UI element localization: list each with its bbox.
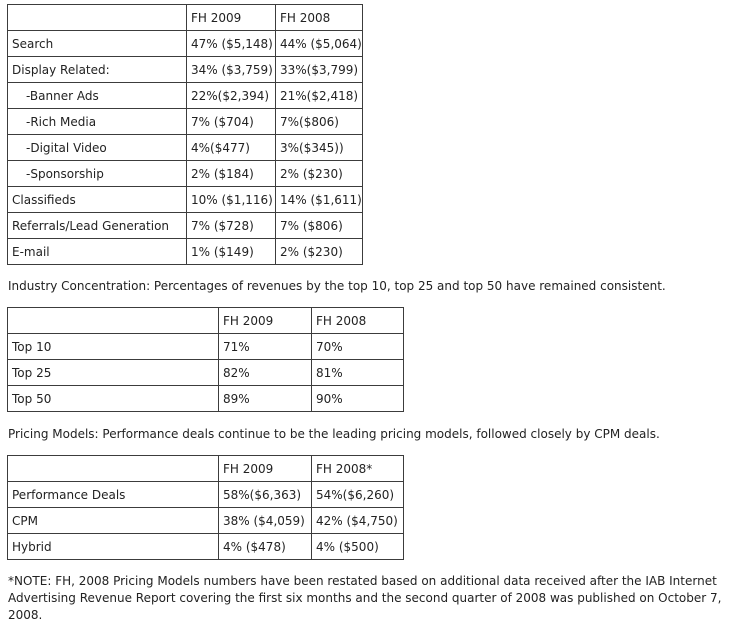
row-label: Referrals/Lead Generation — [8, 213, 187, 239]
cell-fh2008: 54%($6,260) — [312, 482, 404, 508]
row-label: -Rich Media — [8, 109, 187, 135]
row-label: Top 10 — [8, 334, 219, 360]
cell-fh2008: 3%($345)) — [276, 135, 363, 161]
cell-fh2009: 1% ($149) — [187, 239, 276, 265]
cell-fh2009: 47% ($5,148) — [187, 31, 276, 57]
row-label: Top 25 — [8, 360, 219, 386]
cell-fh2009: 2% ($184) — [187, 161, 276, 187]
table-row — [8, 482, 404, 508]
cell-fh2009: 38% ($4,059) — [219, 508, 312, 534]
row-label: Display Related: — [8, 57, 187, 83]
table-row — [8, 334, 404, 360]
row-label: Hybrid — [8, 534, 219, 560]
header-cell-fh2008: FH 2008* — [312, 456, 404, 482]
pricing-models-paragraph: Pricing Models: Performance deals continue to be the leading pricing models, followed closely by CPM deals. — [8, 427, 660, 441]
row-label: Search — [8, 31, 187, 57]
header-cell-fh2008: FH 2008 — [312, 308, 404, 334]
table-row — [8, 31, 363, 57]
table-header-row — [8, 5, 363, 31]
table-row — [8, 187, 363, 213]
table-header-row — [8, 308, 404, 334]
table-row — [8, 213, 363, 239]
pricing-models-table — [7, 455, 404, 560]
cell-fh2009: 10% ($1,116) — [187, 187, 276, 213]
cell-fh2008: 70% — [312, 334, 404, 360]
cell-fh2009: 22%($2,394) — [187, 83, 276, 109]
header-cell-fh2008: FH 2008 — [276, 5, 363, 31]
industry-concentration-table — [7, 307, 404, 412]
table-row — [8, 161, 363, 187]
row-label: -Banner Ads — [8, 83, 187, 109]
cell-fh2008: 2% ($230) — [276, 161, 363, 187]
table-row — [8, 83, 363, 109]
table-row — [8, 57, 363, 83]
table-row — [8, 360, 404, 386]
header-cell-blank — [8, 456, 219, 482]
cell-fh2008: 33%($3,799) — [276, 57, 363, 83]
table-header-row — [8, 456, 404, 482]
table-row — [8, 508, 404, 534]
table-row — [8, 534, 404, 560]
cell-fh2008: 81% — [312, 360, 404, 386]
header-cell-blank — [8, 308, 219, 334]
cell-fh2008: 42% ($4,750) — [312, 508, 404, 534]
header-cell-fh2009: FH 2009 — [219, 308, 312, 334]
row-label: Top 50 — [8, 386, 219, 412]
cell-fh2009: 82% — [219, 360, 312, 386]
industry-concentration-paragraph: Industry Concentration: Percentages of revenues by the top 10, top 25 and top 50 have remained consistent. — [8, 279, 666, 293]
cell-fh2008: 44% ($5,064) — [276, 31, 363, 57]
row-label: CPM — [8, 508, 219, 534]
cell-fh2009: 7% ($704) — [187, 109, 276, 135]
header-cell-fh2009: FH 2009 — [187, 5, 276, 31]
cell-fh2009: 71% — [219, 334, 312, 360]
table-row — [8, 135, 363, 161]
row-label: -Sponsorship — [8, 161, 187, 187]
restatement-note: *NOTE: FH, 2008 Pricing Models numbers have been restated based on additional data received after the IAB Internet Advertising Revenue Report covering the first six months and the second quarter of 2008 was published on October 7, 2008. — [8, 574, 722, 622]
cell-fh2009: 4%($477) — [187, 135, 276, 161]
cell-fh2009: 7% ($728) — [187, 213, 276, 239]
row-label: Classifieds — [8, 187, 187, 213]
cell-fh2009: 58%($6,363) — [219, 482, 312, 508]
cell-fh2008: 4% ($500) — [312, 534, 404, 560]
row-label: -Digital Video — [8, 135, 187, 161]
row-label: E-mail — [8, 239, 187, 265]
cell-fh2009: 4% ($478) — [219, 534, 312, 560]
table-row — [8, 109, 363, 135]
table-row — [8, 386, 404, 412]
cell-fh2008: 21%($2,418) — [276, 83, 363, 109]
cell-fh2009: 89% — [219, 386, 312, 412]
cell-fh2009: 34% ($3,759) — [187, 57, 276, 83]
row-label: Performance Deals — [8, 482, 219, 508]
cell-fh2008: 7%($806) — [276, 109, 363, 135]
cell-fh2008: 90% — [312, 386, 404, 412]
cell-fh2008: 7% ($806) — [276, 213, 363, 239]
revenue-by-format-table — [7, 4, 363, 265]
header-cell-blank — [8, 5, 187, 31]
cell-fh2008: 2% ($230) — [276, 239, 363, 265]
cell-fh2008: 14% ($1,611) — [276, 187, 363, 213]
header-cell-fh2009: FH 2009 — [219, 456, 312, 482]
table-row — [8, 239, 363, 265]
